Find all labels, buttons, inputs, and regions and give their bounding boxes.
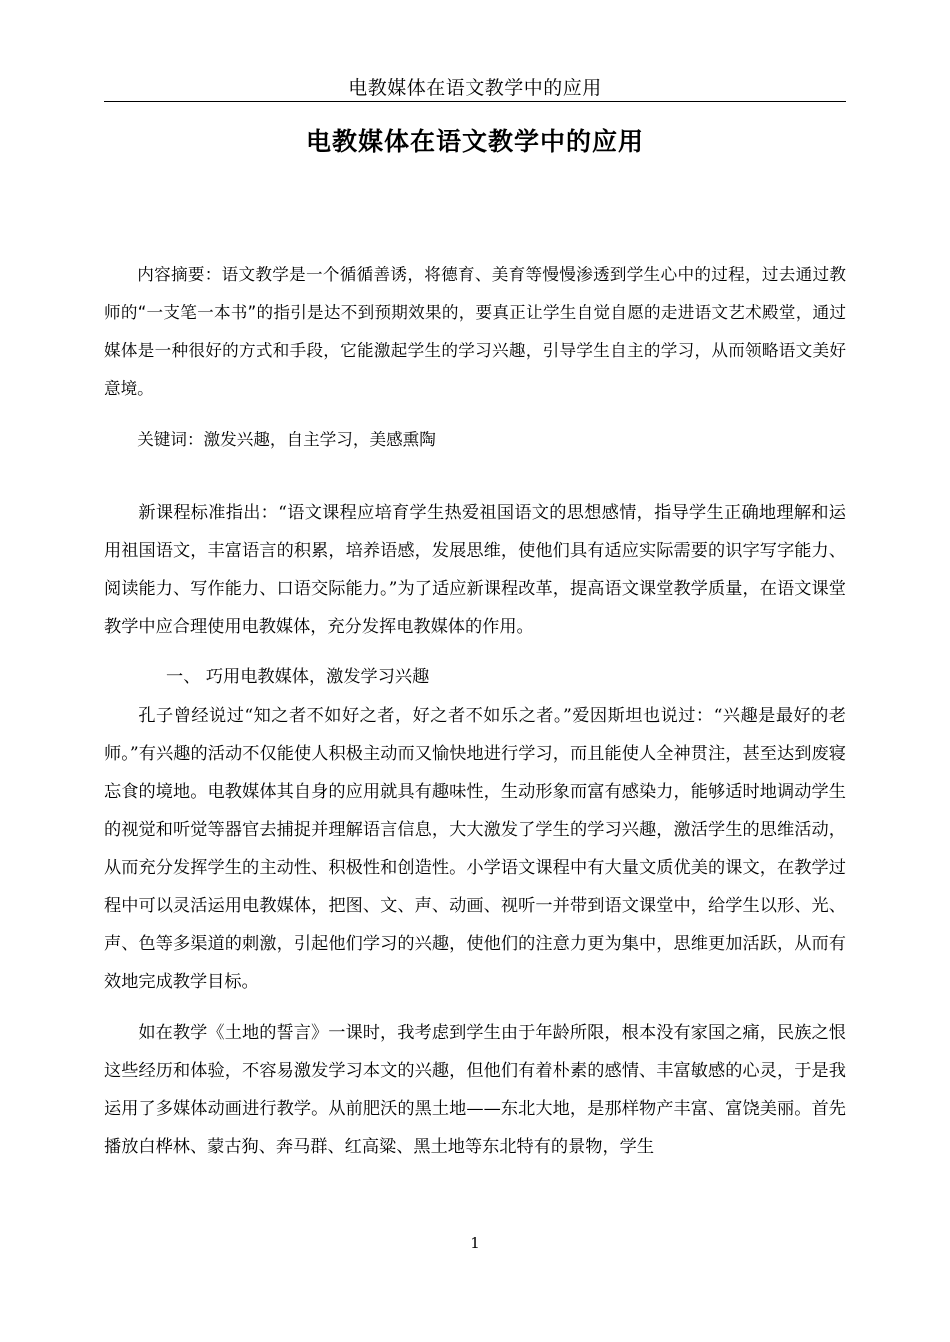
body-paragraph-interest: 孔子曾经说过“知之者不如好之者，好之者不如乐之者。”爱因斯坦也说过：“兴趣是最好的老师。”有兴趣的活动不仅能使人积极主动而又愉快地进行学习，而且能使人全神贯注，甚至达到废寝忘食的境地。电教媒体其自身的应用就具有趣味性，生动形象而富有感染力，能够适时地调动学生的视觉和听觉等器官去捕捉并理解语言信息，大大激发了学生的学习兴趣，激活学生的思维活动，从而充分发挥学生的主动性、积极性和创造性。小学语文课程中有大量文质优美的课文，在教学过程中可以灵活运用电教媒体，把图、文、声、动画、视听一并带到语文课堂中，给学生以形、光、声、色等多渠道的刺激，引起他们学习的兴趣，使他们的注意力更为集中，思维更加活跃，从而有效地完成教学目标。 (104, 706, 846, 992)
abstract-paragraph: 内容摘要：语文教学是一个循循善诱，将德育、美育等慢慢渗透到学生心中的过程，过去通过教师的“一支笔一本书”的指引是达不到预期效果的，要真正让学生自觉自愿的走进语文艺术殿堂，通过媒体是一种很好的方式和手段，它能激起学生的学习兴趣，引导学生自主的学习，从而领略语文美好意境。 (104, 265, 846, 398)
document-title: 电教媒体在语文教学中的应用 (305, 127, 644, 156)
body-paragraph-intro: 新课程标准指出：“语文课程应培育学生热爱祖国语文的思想感情，指导学生正确地理解和运用祖国语文，丰富语言的积累，培养语感，发展思维，使他们具有适应实际需要的识字写字能力、阅读能力、写作能力、口语交际能力。”为了适应新课程改革，提高语文课堂教学质量，在语文课堂教学中应合理使用电教媒体，充分发挥电教媒体的作用。 (104, 503, 846, 637)
running-header: 电教媒体在语文教学中的应用 (348, 77, 602, 99)
header-divider (104, 101, 846, 102)
body-paragraph-example: 如在教学《土地的誓言》一课时，我考虑到学生由于年龄所限，根本没有家国之痛，民族之恨这些经历和体验，不容易激发学习本文的兴趣，但他们有着朴素的感情、丰富敏感的心灵，于是我运用了多媒体动画进行教学。从前肥沃的黑土地——东北大地，是那样物产丰富、富饶美丽。首先播放白桦林、蒙古狗、奔马群、红高粱、黑土地等东北特有的景物，学生 (104, 1023, 846, 1157)
page-number: 1 (470, 1234, 480, 1252)
section-heading-1: 一、 巧用电教媒体，激发学习兴趣 (166, 667, 430, 687)
keywords-line: 关键词：激发兴趣，自主学习，美感熏陶 (137, 430, 436, 449)
